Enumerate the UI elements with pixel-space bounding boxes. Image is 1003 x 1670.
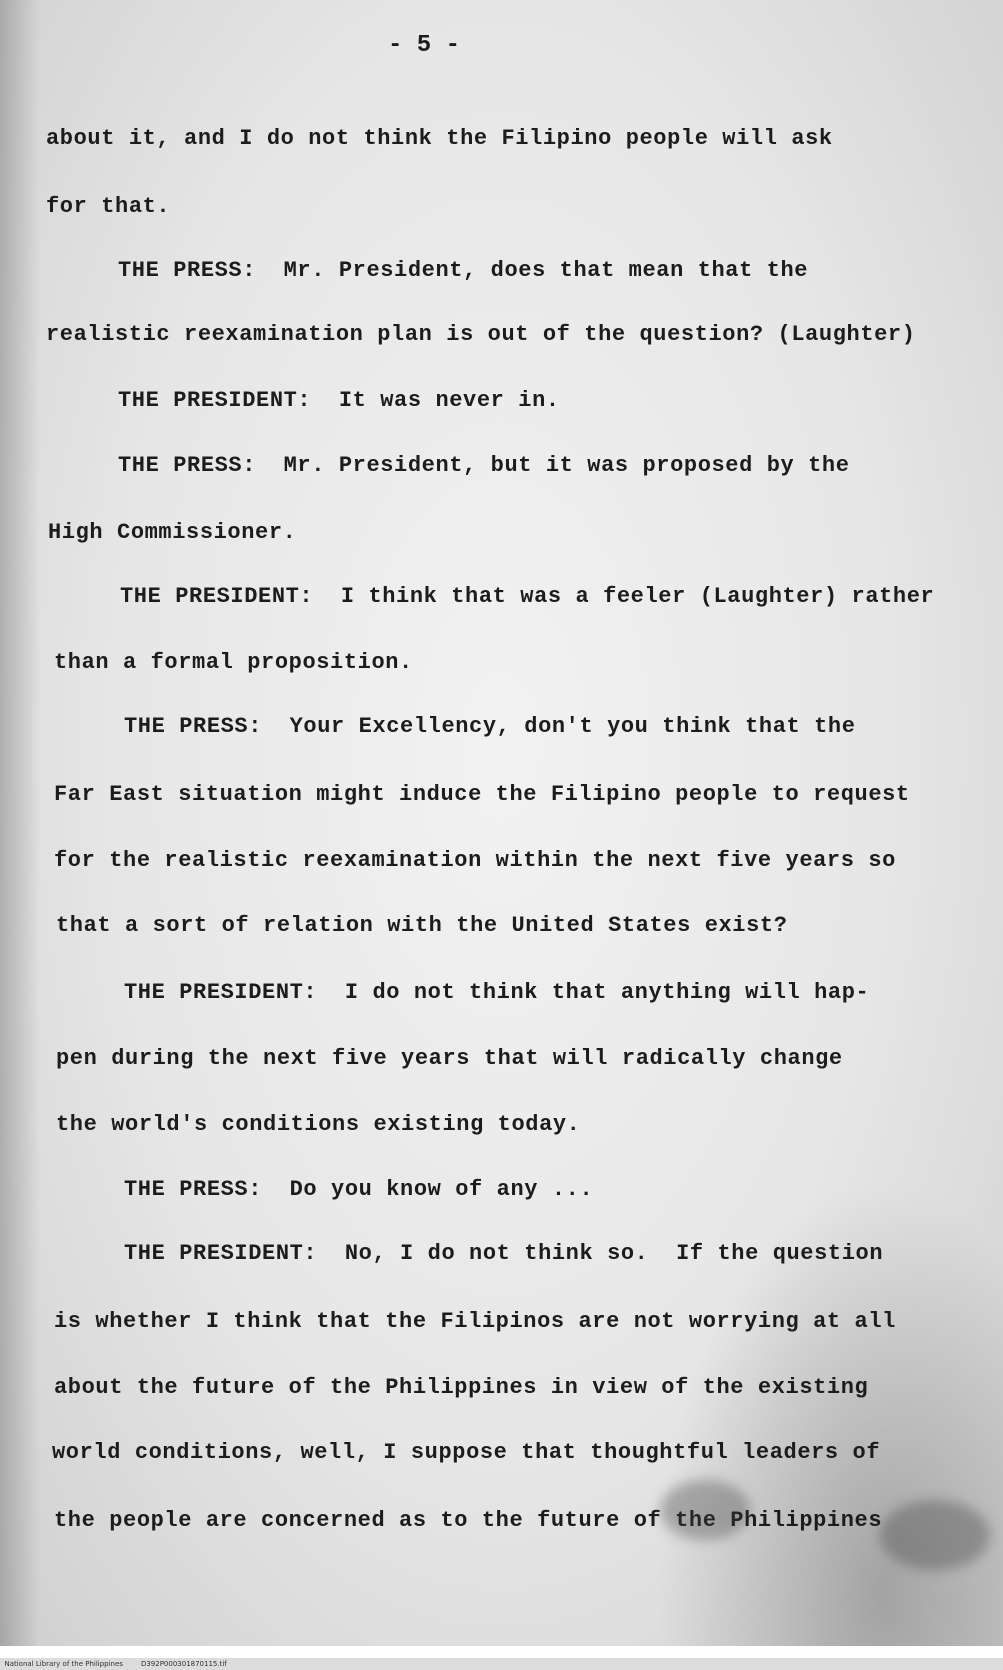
footer-source: National Library of the Philippines <box>4 1660 123 1668</box>
text-line-11: Far East situation might induce the Filipino people to request <box>54 782 910 807</box>
text-line-7: High Commissioner. <box>48 520 297 545</box>
text-line-4: realistic reexamination plan is out of the question? (Laughter) <box>46 322 916 347</box>
text-line-13: that a sort of relation with the United States exist? <box>56 913 788 938</box>
text-line-21: world conditions, well, I suppose that thoughtful leaders of <box>52 1440 881 1465</box>
text-line-19: is whether I think that the Filipinos are not worrying at all <box>54 1309 896 1334</box>
text-line-9: than a formal proposition. <box>54 650 413 675</box>
ink-stain <box>880 1500 990 1570</box>
text-line-15: pen during the next five years that will radically change <box>56 1046 843 1071</box>
text-line-12: for the realistic reexamination within the next five years so <box>54 848 896 873</box>
text-line-1: about it, and I do not think the Filipino people will ask <box>46 126 833 151</box>
text-line-20: about the future of the Philippines in view of the existing <box>54 1375 869 1400</box>
text-line-2: for that. <box>46 194 171 219</box>
ink-stain <box>660 1480 750 1540</box>
text-line-14: THE PRESIDENT: I do not think that anything will hap- <box>124 980 870 1005</box>
footer-file: D392P000301870115.tif <box>140 1660 227 1668</box>
text-line-8: THE PRESIDENT: I think that was a feeler (Laughter) rather <box>120 584 935 609</box>
text-line-18: THE PRESIDENT: No, I do not think so. If the question <box>124 1241 884 1266</box>
scan-shadow <box>0 0 40 1658</box>
text-line-16: the world's conditions existing today. <box>56 1112 581 1137</box>
text-line-17: THE PRESS: Do you know of any ... <box>124 1177 594 1202</box>
footer-strip <box>0 1646 1003 1668</box>
page-number: - 5 - <box>388 32 461 59</box>
text-line-5: THE PRESIDENT: It was never in. <box>118 388 560 413</box>
text-line-22: the people are concerned as to the future of the Philippines <box>54 1508 883 1533</box>
text-line-6: THE PRESS: Mr. President, but it was proposed by the <box>118 453 850 478</box>
text-line-3: THE PRESS: Mr. President, does that mean that the <box>118 258 809 283</box>
text-line-10: THE PRESS: Your Excellency, don't you think that the <box>124 714 856 739</box>
